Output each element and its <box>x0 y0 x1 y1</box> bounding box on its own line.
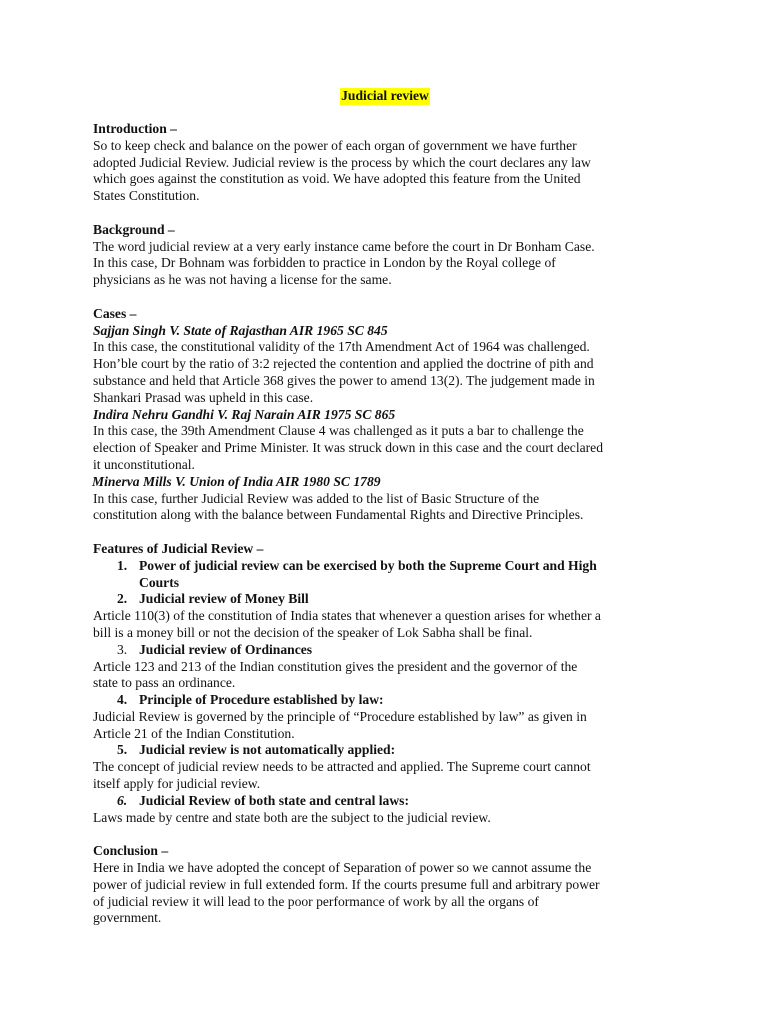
features-section <box>93 541 693 827</box>
document-page <box>93 88 693 944</box>
feature-title-line: Judicial review is not automatically applied: <box>139 742 396 758</box>
feature-title-line: Principle of Procedure established by law: <box>139 692 384 708</box>
background-line: physicians as he was not having a license for the same. <box>93 272 392 288</box>
feature-line: Article 123 and 213 of the Indian constitution gives the president and the governor of the <box>93 658 578 674</box>
case-line: In this case, the 39th Amendment Clause 4 was challenged as it puts a bar to challenge the <box>93 423 584 439</box>
feature-number: 5. <box>117 742 128 758</box>
feature-line: Laws made by centre and state both are the subject to the judicial review. <box>93 809 491 825</box>
feature-item-title <box>93 591 693 608</box>
feature-number: 2. <box>117 591 128 607</box>
case-line: Hon’ble court by the ratio of 3:2 rejected the contention and applied the doctrine of pith and <box>93 356 594 372</box>
feature-title-line: Power of judicial review can be exercised by both the Supreme Court and High <box>139 557 597 573</box>
feature-line: state to pass an ordinance. <box>93 675 236 691</box>
document-title: Judicial review <box>341 88 429 103</box>
background-line: The word judicial review at a very early instance came before the court in Dr Bonham Case. <box>93 238 595 254</box>
background-section <box>93 222 693 289</box>
case-title: Minerva Mills V. Union of India AIR 1980 SC 1789 <box>92 473 381 489</box>
feature-item-title <box>93 793 693 810</box>
feature-number: 3. <box>117 641 128 657</box>
feature-item-title <box>93 558 693 592</box>
feature-item-title <box>93 642 693 659</box>
cases-heading: Cases – <box>93 305 137 321</box>
introduction-heading: Introduction – <box>93 121 177 136</box>
feature-line: The concept of judicial review needs to be attracted and applied. The Supreme court cannot <box>93 759 591 775</box>
conclusion-line: Here in India we have adopted the concept of Separation of power so we cannot assume the <box>93 860 592 876</box>
conclusion-line: of judicial review it will lead to the poor performance of work by all the organs of <box>93 893 539 909</box>
case-line: In this case, the constitutional validity of the 17th Amendment Act of 1964 was challenged. <box>93 339 590 355</box>
feature-line: Article 21 of the Indian Constitution. <box>93 725 295 741</box>
feature-title-line: Courts <box>139 574 180 590</box>
case-line: constitution along with the balance between Fundamental Rights and Directive Principles. <box>93 507 584 523</box>
feature-title-line: Judicial review of Ordinances <box>139 641 313 657</box>
conclusion-line: government. <box>93 910 162 926</box>
feature-title-line: Judicial Review of both state and central laws: <box>139 792 409 808</box>
background-heading: Background – <box>93 221 175 237</box>
feature-line: itself apply for judicial review. <box>93 776 261 792</box>
introduction-line: adopted Judicial Review. Judicial review is the process by which the court declares any law <box>93 154 591 170</box>
feature-number: 6. <box>117 792 128 808</box>
case-title: Sajjan Singh V. State of Rajasthan AIR 1965 SC 845 <box>93 322 388 338</box>
introduction-line: States Constitution. <box>93 188 200 204</box>
case-line: In this case, further Judicial Review was added to the list of Basic Structure of the <box>93 490 540 506</box>
conclusion-section <box>93 843 693 927</box>
feature-title-line: Judicial review of Money Bill <box>139 591 309 607</box>
cases-section <box>93 306 693 524</box>
features-heading: Features of Judicial Review – <box>93 540 264 556</box>
feature-line: bill is a money bill or not the decision of the speaker of Lok Sabha shall be final. <box>93 624 533 640</box>
background-line: In this case, Dr Bohnam was forbidden to practice in London by the Royal college of <box>93 255 556 271</box>
case-line: it unconstitutional. <box>93 456 195 472</box>
feature-number: 4. <box>117 692 128 708</box>
conclusion-heading: Conclusion – <box>93 843 169 859</box>
introduction-line: So to keep check and balance on the power of each organ of government we have further <box>93 137 577 153</box>
introduction-line: which goes against the constitution as void. We have adopted this feature from the United <box>93 171 581 187</box>
feature-line: Judicial Review is governed by the principle of “Procedure established by law” as given in <box>93 708 587 724</box>
introduction-section <box>93 121 693 205</box>
title-wrapper <box>93 88 677 105</box>
feature-line: Article 110(3) of the constitution of India states that whenever a question arises for whether a <box>93 608 601 624</box>
feature-number: 1. <box>117 557 128 573</box>
case-line: Shankari Prasad was upheld in this case. <box>93 389 314 405</box>
case-title: Indira Nehru Gandhi V. Raj Narain AIR 1975 SC 865 <box>93 406 396 422</box>
conclusion-line: power of judicial review in full extended form. If the courts presume full and arbitrary power <box>93 876 600 892</box>
feature-item-title <box>93 742 693 759</box>
feature-item-title <box>93 692 693 709</box>
case-line: election of Speaker and Prime Minister. It was struck down in this case and the court declared <box>93 440 603 456</box>
case-line: substance and held that Article 368 gives the power to amend 13(2). The judgement made in <box>93 372 595 388</box>
